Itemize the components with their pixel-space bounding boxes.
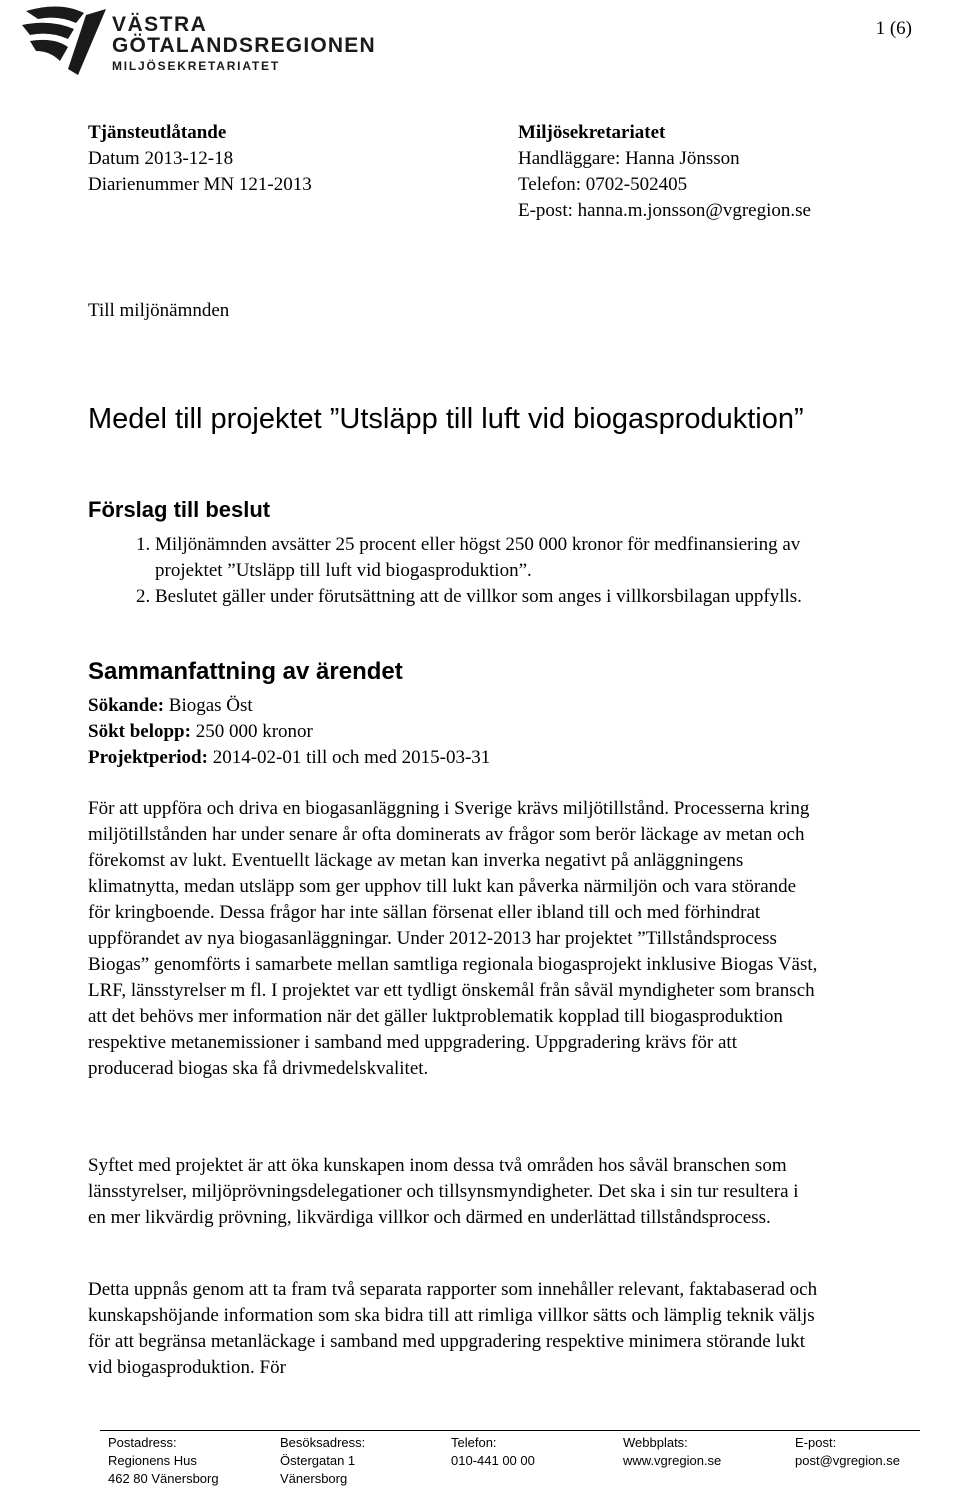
body-paragraph: Detta uppnås genom att ta fram två separata rapporter som innehåller relevant, faktabaserad och kunskapshöjande information som ska bidra till att rimliga villkor sätts och lämplig teknik väljs för att begränsa metanläckage i samband med uppgradering respektive minimera störande lukt vid biogasproduktion. För [88,1279,818,1378]
footer-web-label: Webbplats: [623,1435,688,1450]
officer-email: E-post: hanna.m.jonsson@vgregion.se [518,200,811,221]
page-title: Medel till projektet ”Utsläpp till luft vid biogasproduktion” [88,403,804,435]
list-item-number: 1. [136,534,151,555]
body-paragraph: Syftet med projektet är att öka kunskapen inom dessa två områden hos såväl branschen som länsstyrelser, miljöprövningsdelegationer och tillsynsmyndigheter. Det ska i sin tur resultera i en mer likvärdig prövning, likvärdiga villkor och därmed en underlättad tillståndsprocess. [88,1155,799,1228]
footer-postal-label: Postadress: [108,1435,177,1450]
proposal-list [88,532,808,610]
applicant-row [88,693,490,719]
department: Miljösekretariatet [518,122,666,143]
applicant-label: Sökande: [88,695,165,716]
footer-email [795,1434,900,1470]
footer-email-link[interactable]: post@vgregion.se [795,1453,900,1468]
amount-value: 250 000 kronor [190,721,313,742]
footer-web-link[interactable]: www.vgregion.se [623,1453,722,1468]
amount-row [88,719,490,745]
footer-postal [108,1434,219,1488]
logo-text-line2: GÖTALANDSREGIONEN [112,34,376,57]
logo-text-line3: MILJÖSEKRETARIATET [112,59,280,73]
footer-postal-line2: 462 80 Vänersborg [108,1471,219,1486]
document-date: Datum 2013-12-18 [88,148,234,169]
list-item-number: 2. [136,586,151,607]
recipient: Till miljönämnden [88,300,230,321]
page-number: 1 (6) [875,18,912,39]
list-item [88,584,808,610]
footer-visit-line2: Vänersborg [280,1471,348,1486]
applicant-value: Biogas Öst [164,695,253,716]
document-meta [88,120,312,198]
footer-visit-label: Besöksadress: [280,1435,366,1450]
footer-phone-label: Telefon: [451,1435,497,1450]
list-item [88,532,808,584]
summary-fields [88,693,490,771]
officer-meta [518,120,811,224]
footer-web [623,1434,721,1470]
footer-postal-line1: Regionens Hus [108,1453,197,1468]
list-item-text: Miljönämnden avsätter 25 procent eller högst 250 000 kronor för medfinansiering av projektet ”Utsläpp till luft vid biogasproduktion”. [155,534,801,581]
vgr-logo-icon [20,3,110,83]
body-paragraph: För att uppföra och driva en biogasanläggning i Sverige krävs miljötillstånd. Processerna kring miljötillstånden har under senare år ofta dominerats av frågor som berör läckage av metan och förekomst av lukt. Eventuellt läckage av metan kan inverka negativt på anläggningens klimatnytta, medan utsläpp som ger upphov till lukt kan påverka närmiljön och vara störande för kringboende. Dessa frågor har inte sällan försenat eller ibland till och med förhindrat uppförandet av nya biogasanläggningar. Under 2012-2013 har projektet ”Tillståndsprocess Biogas” genomförts i samarbete mellan samtliga regionala biogasprojekt inklusive Biogas Väst, LRF, länsstyrelser m fl. I projektet var ett tydligt önskemål från såväl myndigheter som bransch att det behövs mer information när det gäller luktproblematik kopplad till biogasproduktion respektive metanemissioner i samband med uppgradering. Uppgradering krävs för att producerad biogas ska få drivmedelskvalitet. [88,798,818,1079]
document-type: Tjänsteutlåtande [88,122,227,143]
officer-phone: Telefon: 0702-502405 [518,174,688,195]
footer-divider [100,1430,920,1431]
vgr-logo [20,3,376,83]
period-value: 2014-02-01 till och med 2015-03-31 [207,747,491,768]
logo-text-line1: VÄSTRA [112,13,208,36]
officer-name: Handläggare: Hanna Jönsson [518,148,740,169]
footer-visit-line1: Östergatan 1 [280,1453,356,1468]
footer-visit [280,1434,365,1488]
amount-label: Sökt belopp: [88,721,191,742]
period-row [88,745,490,771]
diary-number: Diarienummer MN 121-2013 [88,174,312,195]
footer-phone [451,1434,535,1470]
list-item-text: Beslutet gäller under förutsättning att de villkor som anges i villkorsbilagan uppfylls. [155,586,802,607]
summary-heading: Sammanfattning av ärendet [88,658,403,685]
footer-phone-value: 010-441 00 00 [451,1453,535,1468]
proposal-heading: Förslag till beslut [88,497,271,522]
footer-email-label: E-post: [795,1435,837,1450]
period-label: Projektperiod: [88,747,208,768]
